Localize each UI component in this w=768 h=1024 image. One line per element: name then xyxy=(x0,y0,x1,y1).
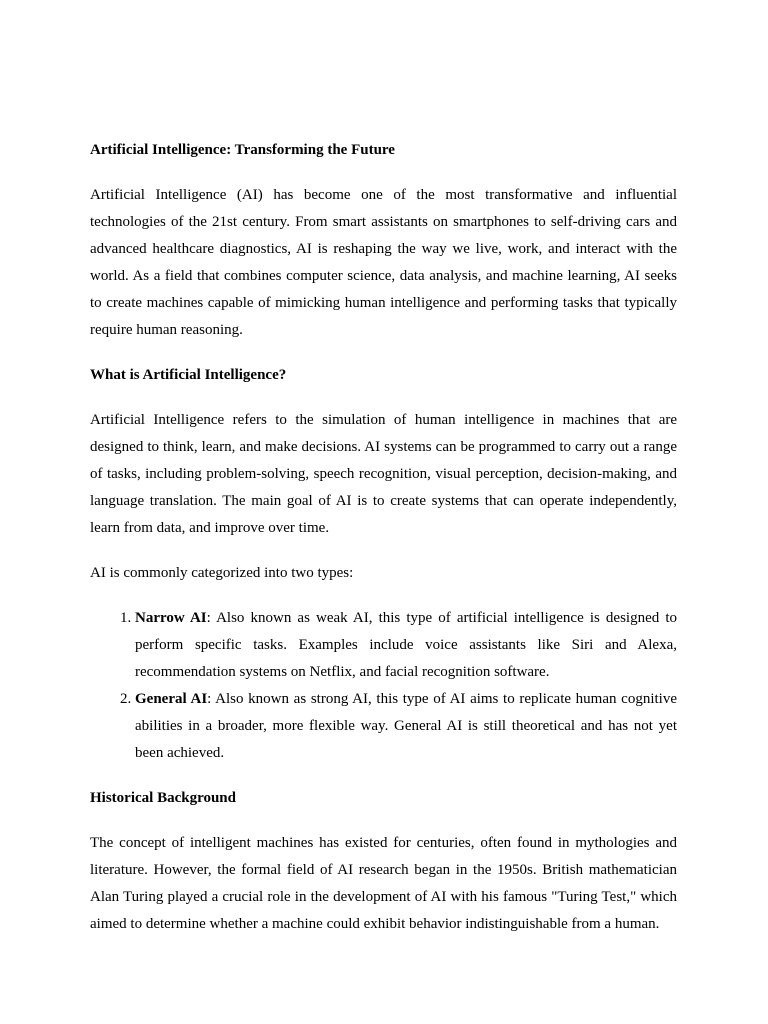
intro-paragraph: Artificial Intelligence (AI) has become one of the most transformative and influential technologies of the 21st century. From smart assistants on smartphones to self-driving cars and advanced healthcare diagnostics, AI is reshaping the way we live, work, and interact with the world. As a field that combines computer science, data analysis, and machine learning, AI seeks to create machines capable of mimicking human intelligence and performing tasks that typically require human reasoning. xyxy=(90,187,677,338)
definition-paragraph: Artificial Intelligence refers to the simulation of human intelligence in machines that are designed to think, learn, and make decisions. AI systems can be programmed to carry out a range of tasks, including problem-solving, speech recognition, visual perception, decision-making, and language translation. The main goal of AI is to create systems that can operate independently, learn from data, and improve over time. xyxy=(90,412,677,536)
list-item-general-ai xyxy=(135,686,677,767)
section-heading-what-is-ai: What is Artificial Intelligence? xyxy=(90,367,287,383)
types-intro: AI is commonly categorized into two types: xyxy=(90,565,354,581)
list-item-narrow-ai xyxy=(135,605,677,686)
description-general-ai: : Also known as strong AI, this type of AI aims to replicate human cognitive abilities in a broader, more flexible way. General AI is still theoretical and has not yet been achieved. xyxy=(135,691,677,761)
term-narrow-ai: Narrow AI xyxy=(135,610,207,626)
document-title: Artificial Intelligence: Transforming the Future xyxy=(90,142,395,158)
term-general-ai: General AI xyxy=(135,691,208,707)
history-paragraph: The concept of intelligent machines has existed for centuries, often found in mythologies and literature. However, the formal field of AI research began in the 1950s. British mathematician Alan Turing played a crucial role in the development of AI with his famous "Turing Test," which aimed to determine whether a machine could exhibit behavior indistinguishable from a human. xyxy=(90,835,677,932)
description-narrow-ai: : Also known as weak AI, this type of artificial intelligence is designed to perform specific tasks. Examples include voice assistants like Siri and Alexa, recommendation systems on Netflix, and facial recognition software. xyxy=(135,610,677,680)
document-page xyxy=(90,137,677,956)
ai-types-list xyxy=(90,605,677,767)
section-heading-historical-background: Historical Background xyxy=(90,790,236,806)
